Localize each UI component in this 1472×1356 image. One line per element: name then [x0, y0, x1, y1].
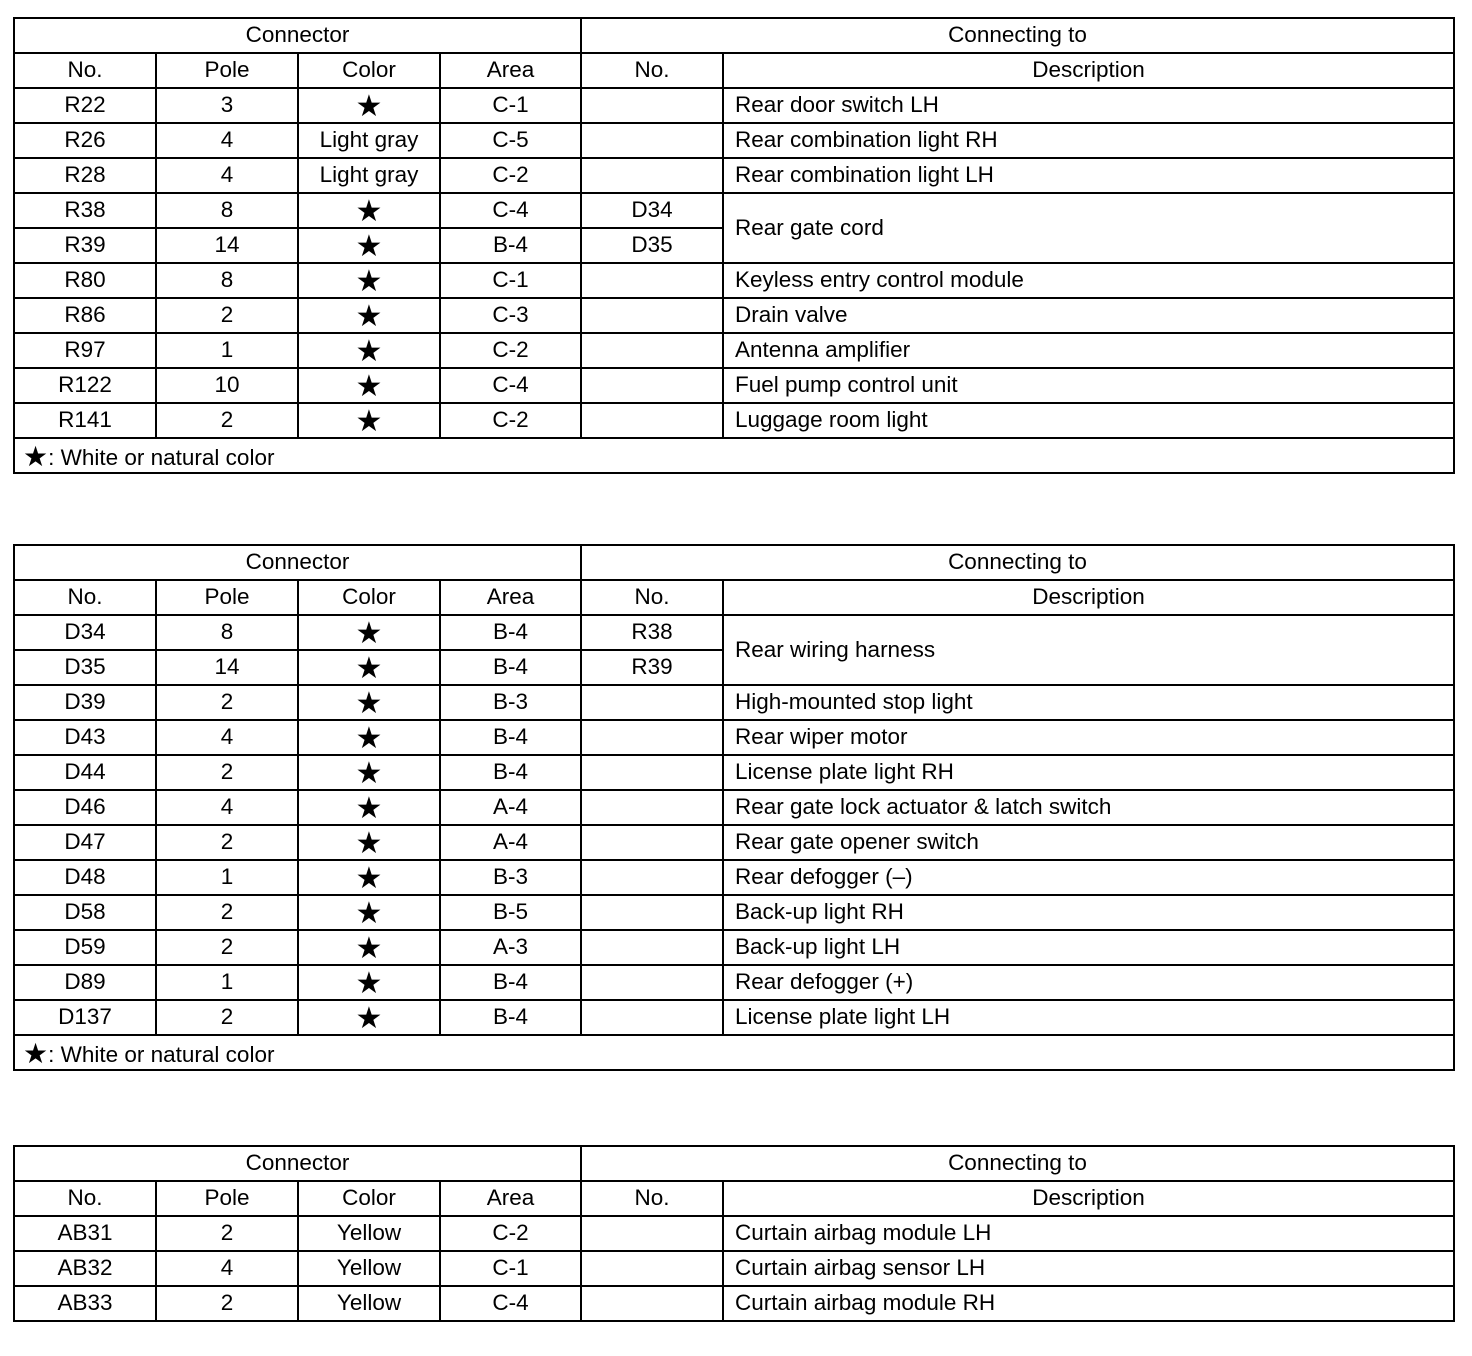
legend-text: : White or natural color	[48, 444, 275, 470]
header-connector: Connector	[14, 545, 581, 580]
cell-pole: 3	[156, 88, 298, 123]
cell-conn-no	[581, 1216, 723, 1251]
cell-conn-no	[581, 685, 723, 720]
cell-conn-no: D35	[581, 228, 723, 263]
cell-color	[298, 88, 440, 123]
cell-conn-no	[581, 1000, 723, 1035]
header-pole: Pole	[156, 580, 298, 615]
cell-pole: 2	[156, 1000, 298, 1035]
star-icon: ★	[355, 264, 383, 298]
cell-pole: 1	[156, 965, 298, 1000]
cell-color: Light gray	[298, 123, 440, 158]
cell-color	[298, 615, 440, 650]
cell-pole: 2	[156, 1216, 298, 1251]
cell-conn-no	[581, 88, 723, 123]
cell-conn-no: D34	[581, 193, 723, 228]
cell-no: R122	[14, 368, 156, 403]
cell-area: C-1	[440, 263, 581, 298]
cell-conn-no	[581, 1286, 723, 1321]
cell-area: C-1	[440, 1251, 581, 1286]
cell-description: License plate light LH	[723, 1000, 1454, 1035]
cell-no: AB31	[14, 1216, 156, 1251]
cell-no: R26	[14, 123, 156, 158]
connector-table-ab	[13, 1145, 1455, 1322]
header-color: Color	[298, 53, 440, 88]
legend	[14, 1035, 1454, 1070]
header-connector: Connector	[14, 1146, 581, 1181]
cell-color	[298, 860, 440, 895]
cell-area: A-4	[440, 825, 581, 860]
cell-no: R22	[14, 88, 156, 123]
cell-conn-no: R39	[581, 650, 723, 685]
cell-pole: 8	[156, 263, 298, 298]
cell-pole: 2	[156, 755, 298, 790]
cell-no: D34	[14, 615, 156, 650]
cell-pole: 4	[156, 790, 298, 825]
cell-pole: 8	[156, 615, 298, 650]
cell-area: C-2	[440, 403, 581, 438]
cell-description: Antenna amplifier	[723, 333, 1454, 368]
cell-conn-no	[581, 825, 723, 860]
header-connecting-to: Connecting to	[581, 545, 1454, 580]
cell-description: Rear gate opener switch	[723, 825, 1454, 860]
cell-conn-no	[581, 333, 723, 368]
header-conn-no: No.	[581, 53, 723, 88]
cell-pole: 2	[156, 1286, 298, 1321]
cell-area: C-2	[440, 158, 581, 193]
cell-pole: 4	[156, 720, 298, 755]
star-icon: ★	[355, 229, 383, 263]
cell-description: Rear door switch LH	[723, 88, 1454, 123]
cell-description: Back-up light RH	[723, 895, 1454, 930]
cell-color: Yellow	[298, 1216, 440, 1251]
cell-color	[298, 755, 440, 790]
cell-pole: 4	[156, 158, 298, 193]
cell-pole: 2	[156, 298, 298, 333]
cell-description: License plate light RH	[723, 755, 1454, 790]
cell-area: C-1	[440, 88, 581, 123]
table-row	[14, 1000, 1454, 1035]
cell-area: C-4	[440, 1286, 581, 1321]
cell-description: Curtain airbag module LH	[723, 1216, 1454, 1251]
table-row	[14, 403, 1454, 438]
cell-conn-no	[581, 895, 723, 930]
cell-no: D44	[14, 755, 156, 790]
star-icon: ★	[355, 861, 383, 895]
cell-color	[298, 228, 440, 263]
header-no: No.	[14, 1181, 156, 1216]
star-icon: ★	[355, 194, 383, 228]
header-description: Description	[723, 53, 1454, 88]
header-description: Description	[723, 1181, 1454, 1216]
table-row	[14, 368, 1454, 403]
cell-area: B-4	[440, 755, 581, 790]
table-row	[14, 158, 1454, 193]
table-row	[14, 123, 1454, 158]
table-row	[14, 895, 1454, 930]
header-connecting-to: Connecting to	[581, 1146, 1454, 1181]
cell-color	[298, 720, 440, 755]
star-icon: ★	[355, 1001, 383, 1035]
cell-color	[298, 930, 440, 965]
header-area: Area	[440, 53, 581, 88]
star-icon: ★	[355, 896, 383, 930]
cell-conn-no	[581, 263, 723, 298]
cell-color	[298, 965, 440, 1000]
cell-description: Rear combination light LH	[723, 158, 1454, 193]
star-icon: ★	[355, 791, 383, 825]
table-row	[14, 790, 1454, 825]
cell-color	[298, 895, 440, 930]
cell-no: AB32	[14, 1251, 156, 1286]
cell-conn-no	[581, 123, 723, 158]
cell-pole: 8	[156, 193, 298, 228]
cell-no: D58	[14, 895, 156, 930]
table-row	[14, 263, 1454, 298]
connector-table-d	[13, 544, 1455, 1071]
cell-color	[298, 298, 440, 333]
cell-conn-no	[581, 720, 723, 755]
star-icon: ★	[355, 369, 383, 403]
table-row	[14, 298, 1454, 333]
cell-conn-no	[581, 930, 723, 965]
legend	[14, 438, 1454, 473]
legend-text: : White or natural color	[48, 1041, 275, 1067]
cell-conn-no	[581, 790, 723, 825]
table-row	[14, 825, 1454, 860]
star-icon: ★	[355, 686, 383, 720]
cell-description: Rear defogger (–)	[723, 860, 1454, 895]
cell-area: B-5	[440, 895, 581, 930]
table-row	[14, 1251, 1454, 1286]
cell-conn-no	[581, 965, 723, 1000]
cell-conn-no: R38	[581, 615, 723, 650]
cell-conn-no	[581, 158, 723, 193]
cell-area: A-4	[440, 790, 581, 825]
cell-area: A-3	[440, 930, 581, 965]
table-row	[14, 615, 1454, 650]
cell-no: R80	[14, 263, 156, 298]
cell-area: B-4	[440, 615, 581, 650]
legend-row	[14, 438, 1454, 473]
cell-no: D47	[14, 825, 156, 860]
cell-no: R86	[14, 298, 156, 333]
cell-pole: 4	[156, 1251, 298, 1286]
cell-color	[298, 193, 440, 228]
star-icon: ★	[355, 616, 383, 650]
header-no: No.	[14, 580, 156, 615]
cell-pole: 2	[156, 930, 298, 965]
cell-no: D59	[14, 930, 156, 965]
star-icon: ★	[23, 1037, 49, 1069]
table-row	[14, 860, 1454, 895]
cell-area: B-4	[440, 1000, 581, 1035]
table-row	[14, 685, 1454, 720]
star-icon: ★	[355, 651, 383, 685]
table-row	[14, 193, 1454, 228]
cell-color	[298, 403, 440, 438]
cell-pole: 2	[156, 895, 298, 930]
cell-color	[298, 333, 440, 368]
cell-area: B-4	[440, 228, 581, 263]
cell-pole: 2	[156, 403, 298, 438]
header-area: Area	[440, 580, 581, 615]
header-connecting-to: Connecting to	[581, 18, 1454, 53]
star-icon: ★	[355, 404, 383, 438]
cell-description: Rear gate cord	[723, 193, 1454, 263]
header-connector: Connector	[14, 18, 581, 53]
cell-area: C-2	[440, 333, 581, 368]
cell-pole: 10	[156, 368, 298, 403]
cell-color	[298, 368, 440, 403]
cell-description: Curtain airbag sensor LH	[723, 1251, 1454, 1286]
cell-color: Yellow	[298, 1286, 440, 1321]
cell-color	[298, 263, 440, 298]
cell-area: C-2	[440, 1216, 581, 1251]
cell-no: R38	[14, 193, 156, 228]
star-icon: ★	[23, 440, 49, 472]
cell-conn-no	[581, 298, 723, 333]
cell-description: Keyless entry control module	[723, 263, 1454, 298]
cell-conn-no	[581, 860, 723, 895]
cell-pole: 1	[156, 860, 298, 895]
cell-pole: 4	[156, 123, 298, 158]
cell-pole: 14	[156, 650, 298, 685]
star-icon: ★	[355, 89, 383, 123]
cell-no: D35	[14, 650, 156, 685]
cell-color	[298, 685, 440, 720]
header-description: Description	[723, 580, 1454, 615]
cell-no: D39	[14, 685, 156, 720]
cell-no: AB33	[14, 1286, 156, 1321]
table-row	[14, 1216, 1454, 1251]
header-color: Color	[298, 1181, 440, 1216]
cell-description: Luggage room light	[723, 403, 1454, 438]
cell-description: High-mounted stop light	[723, 685, 1454, 720]
cell-no: D89	[14, 965, 156, 1000]
table-row	[14, 755, 1454, 790]
star-icon: ★	[355, 756, 383, 790]
cell-no: D46	[14, 790, 156, 825]
cell-area: C-4	[440, 368, 581, 403]
cell-description: Rear defogger (+)	[723, 965, 1454, 1000]
cell-color	[298, 825, 440, 860]
table-row	[14, 88, 1454, 123]
table-row	[14, 930, 1454, 965]
header-pole: Pole	[156, 1181, 298, 1216]
cell-description: Rear wiper motor	[723, 720, 1454, 755]
cell-color	[298, 1000, 440, 1035]
table-row	[14, 965, 1454, 1000]
cell-color: Light gray	[298, 158, 440, 193]
cell-no: R28	[14, 158, 156, 193]
cell-no: D43	[14, 720, 156, 755]
table-row	[14, 1286, 1454, 1321]
cell-area: B-3	[440, 685, 581, 720]
cell-area: B-4	[440, 965, 581, 1000]
connector-table-r	[13, 17, 1455, 474]
cell-no: R39	[14, 228, 156, 263]
cell-color	[298, 790, 440, 825]
cell-area: B-4	[440, 720, 581, 755]
cell-conn-no	[581, 1251, 723, 1286]
cell-pole: 14	[156, 228, 298, 263]
cell-area: B-4	[440, 650, 581, 685]
cell-description: Rear gate lock actuator & latch switch	[723, 790, 1454, 825]
cell-pole: 1	[156, 333, 298, 368]
header-conn-no: No.	[581, 580, 723, 615]
legend-row	[14, 1035, 1454, 1070]
cell-area: C-5	[440, 123, 581, 158]
star-icon: ★	[355, 931, 383, 965]
star-icon: ★	[355, 299, 383, 333]
header-pole: Pole	[156, 53, 298, 88]
cell-description: Rear combination light RH	[723, 123, 1454, 158]
header-color: Color	[298, 580, 440, 615]
header-no: No.	[14, 53, 156, 88]
header-conn-no: No.	[581, 1181, 723, 1216]
cell-conn-no	[581, 403, 723, 438]
cell-area: C-4	[440, 193, 581, 228]
star-icon: ★	[355, 334, 383, 368]
cell-color: Yellow	[298, 1251, 440, 1286]
cell-no: R97	[14, 333, 156, 368]
cell-description: Curtain airbag module RH	[723, 1286, 1454, 1321]
cell-no: D137	[14, 1000, 156, 1035]
star-icon: ★	[355, 721, 383, 755]
cell-conn-no	[581, 755, 723, 790]
cell-area: B-3	[440, 860, 581, 895]
cell-color	[298, 650, 440, 685]
cell-no: D48	[14, 860, 156, 895]
cell-conn-no	[581, 368, 723, 403]
table-row	[14, 333, 1454, 368]
cell-description: Fuel pump control unit	[723, 368, 1454, 403]
star-icon: ★	[355, 966, 383, 1000]
header-area: Area	[440, 1181, 581, 1216]
star-icon: ★	[355, 826, 383, 860]
cell-area: C-3	[440, 298, 581, 333]
cell-pole: 2	[156, 825, 298, 860]
cell-no: R141	[14, 403, 156, 438]
cell-description: Back-up light LH	[723, 930, 1454, 965]
cell-description: Drain valve	[723, 298, 1454, 333]
cell-description: Rear wiring harness	[723, 615, 1454, 685]
table-row	[14, 720, 1454, 755]
cell-pole: 2	[156, 685, 298, 720]
